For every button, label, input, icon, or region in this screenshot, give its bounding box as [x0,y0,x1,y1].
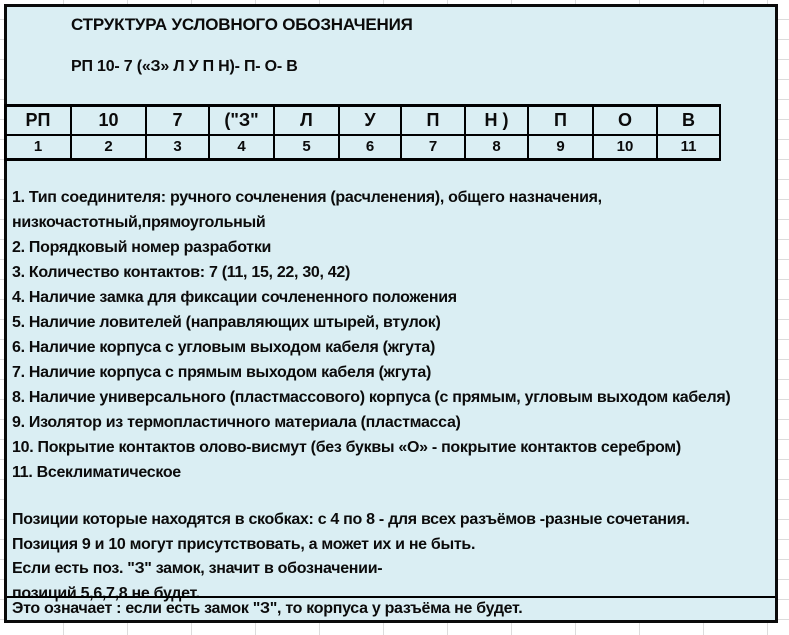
code-cell: ("З" [209,106,274,135]
position-cell: 10 [593,135,657,160]
code-cell: П [528,106,593,135]
code-cell: РП [5,106,71,135]
note-line: Позиции которые находятся в скобках: с 4 по 8 - для всех разъёмов -разные сочетания. [12,511,690,528]
table-row-positions [5,135,720,160]
code-cell: Н ) [465,106,528,135]
legend-line: 8. Наличие универсального (пластмассового) корпуса (с прямым, угловым выходом кабеля) [12,389,731,406]
legend-line: 9. Изолятор из термопластичного материала (пластмасса) [12,414,461,431]
position-cell: 1 [5,135,71,160]
position-cell: 8 [465,135,528,160]
code-cell: О [593,106,657,135]
position-cell: 11 [657,135,720,160]
designation-box [4,4,778,623]
footer-note-row [7,596,775,620]
position-cell: 4 [209,135,274,160]
position-cell: 3 [146,135,209,160]
position-cell: 9 [528,135,593,160]
legend-line: 7. Наличие корпуса с прямым выходом кабеля (жгута) [12,364,432,381]
note-line: Если есть поз. "З" замок, значит в обозначении- [12,560,383,577]
designation-example: РП 10- 7 («З» Л У П Н)- П- О- В [71,58,298,75]
legend-line: 10. Покрытие контактов олово-висмут (без буквы «О» - покрытие контактов серебром) [12,439,681,456]
note-line: Позиция 9 и 10 могут присутствовать, а может их и не быть. [12,535,476,553]
page-title: СТРУКТУРА УСЛОВНОГО ОБОЗНАЧЕНИЯ [71,15,413,34]
legend-line: 5. Наличие ловителей (направляющих штырей, втулок) [12,314,441,331]
legend-line: 3. Количество контактов: 7 (11, 15, 22, 30, 42) [12,264,351,281]
code-cell: Л [274,106,339,135]
designation-table [4,104,721,161]
legend-line: 11. Всеклиматическое [12,464,181,481]
legend-line: 2. Порядковый номер разработки [12,239,272,256]
code-cell: 10 [71,106,146,135]
code-cell: В [657,106,720,135]
legend-line: 4. Наличие замка для фиксации сочлененного положения [12,289,457,306]
notes-block [12,508,690,606]
legend-line: 6. Наличие корпуса с угловым выходом кабеля (жгута) [12,339,436,356]
legend-line: низкочастотный,прямоугольный [12,214,266,231]
table-row-codes [5,106,720,135]
code-cell: У [339,106,401,135]
code-cell: П [401,106,465,135]
legend-line: 1. Тип соединителя: ручного сочленения (расчленения), общего назначения, [12,189,602,206]
code-cell: 7 [146,106,209,135]
note-line: позиций 5,6,7,8 не будет. [12,584,200,602]
footer-note: Это означает : если есть замок "З", то корпуса у разъёма не будет. [12,600,523,617]
position-cell: 6 [339,135,401,160]
legend-list [12,185,730,485]
position-cell: 7 [401,135,465,160]
position-cell: 5 [274,135,339,160]
position-cell: 2 [71,135,146,160]
